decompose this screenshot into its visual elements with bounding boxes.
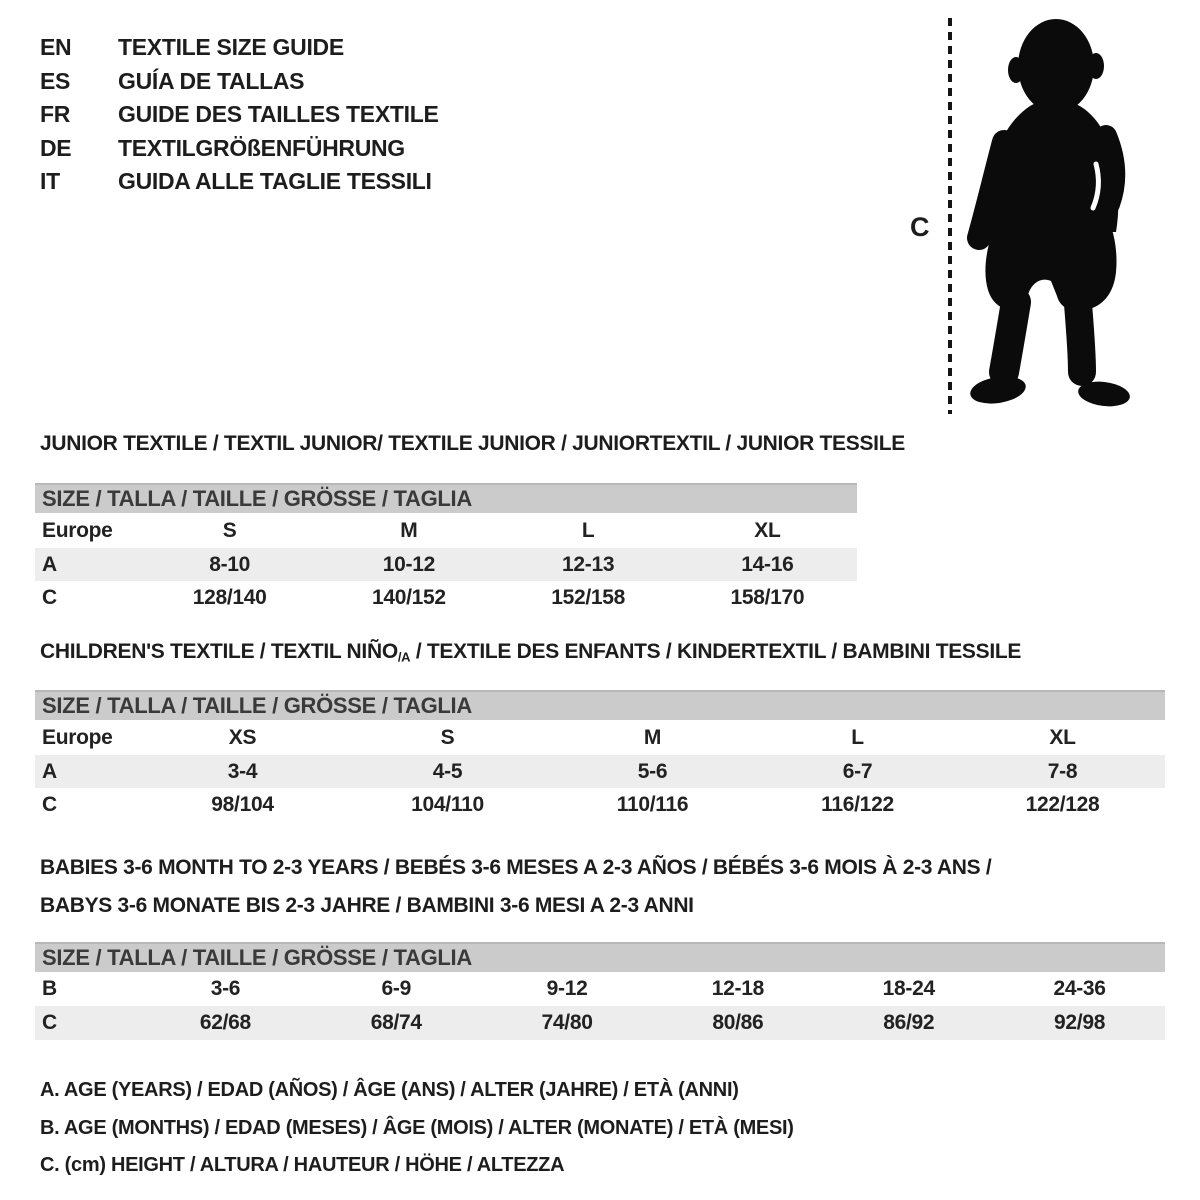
- language-code: DE: [40, 134, 72, 161]
- height-value: 110/116: [616, 792, 689, 816]
- size-header-label: SIZE / TALLA / TAILLE / GRÖSSE / TAGLIA: [42, 945, 472, 970]
- legend-line-b: B. AGE (MONTHS) / EDAD (MESES) / ÂGE (MOIS) / ALTER (MONATE) / ETÀ (MESI): [40, 1116, 794, 1139]
- children-size-table: [35, 690, 1165, 821]
- size-col-header: S: [440, 725, 455, 749]
- language-code: ES: [40, 67, 71, 94]
- height-value: 128/140: [192, 585, 267, 609]
- age-years-row: [35, 548, 857, 581]
- junior-section-heading: JUNIOR TEXTILE / TEXTIL JUNIOR/ TEXTILE JUNIOR / JUNIORTEXTIL / JUNIOR TESSILE: [40, 432, 905, 455]
- height-cm-row: [35, 788, 1165, 821]
- row-label: A: [42, 759, 57, 783]
- age-value: 12-13: [562, 552, 615, 576]
- size-col-header: L: [851, 725, 864, 749]
- height-value: 152/158: [551, 585, 626, 609]
- babies-section-heading: [40, 849, 991, 925]
- height-value: 104/110: [411, 792, 484, 816]
- row-label: A: [42, 552, 57, 576]
- children-heading-text: CHILDREN'S TEXTILE / TEXTIL NIÑO: [40, 640, 398, 663]
- size-col-header: M: [400, 518, 418, 542]
- children-section-heading: [40, 640, 1021, 665]
- age-value: 9-12: [546, 977, 588, 1000]
- size-col-header: XS: [228, 725, 257, 749]
- legend-line-c: C. (cm) HEIGHT / ALTURA / HAUTEUR / HÖHE / ALTEZZA: [40, 1154, 565, 1176]
- height-dashed-line: [948, 18, 952, 414]
- height-cm-row: [35, 581, 857, 614]
- language-title: TEXTILE SIZE GUIDE: [118, 34, 344, 60]
- height-measure-label: C: [910, 212, 930, 242]
- age-value: 5-6: [637, 759, 668, 783]
- age-years-row: [35, 755, 1165, 788]
- age-value: 6-7: [842, 759, 873, 783]
- language-code: EN: [40, 34, 72, 60]
- legend-line-a: A. AGE (YEARS) / EDAD (AÑOS) / ÂGE (ANS) / ALTER (JAHRE) / ETÀ (ANNI): [40, 1079, 739, 1101]
- height-value: 92/98: [1054, 1011, 1106, 1034]
- language-title-list: [40, 31, 439, 199]
- junior-size-table: [35, 483, 857, 614]
- age-months-row: [35, 972, 1165, 1006]
- height-value: 98/104: [211, 792, 274, 816]
- height-value: 158/170: [730, 585, 805, 609]
- language-row: [40, 31, 439, 65]
- height-value: 80/86: [712, 1011, 764, 1034]
- children-heading-subscript: /A: [397, 649, 411, 665]
- height-cm-row: [35, 1006, 1165, 1040]
- size-col-header: L: [581, 518, 595, 542]
- height-value: 122/128: [1025, 792, 1100, 816]
- size-header-bar: [35, 690, 1165, 720]
- height-value: 86/92: [883, 1011, 935, 1034]
- size-header-label: SIZE / TALLA / TAILLE / GRÖSSE / TAGLIA: [42, 693, 472, 718]
- children-heading-text: / TEXTILE DES ENFANTS / KINDERTEXTIL / BAMBINI TESSILE: [410, 640, 1022, 663]
- age-value: 14-16: [741, 552, 794, 576]
- height-value: 74/80: [541, 1011, 593, 1034]
- size-header-bar: [35, 942, 1165, 972]
- size-col-header: XL: [754, 518, 781, 542]
- age-value: 3-6: [210, 977, 241, 1000]
- row-label: C: [42, 585, 57, 609]
- language-title: TEXTILGRÖßENFÜHRUNG: [118, 134, 405, 161]
- language-title: GUÍA DE TALLAS: [118, 67, 305, 94]
- height-value: 140/152: [371, 585, 446, 609]
- language-title: GUIDE DES TAILLES TEXTILE: [118, 101, 439, 127]
- babies-heading-line1: BABIES 3-6 MONTH TO 2-3 YEARS / BEBÉS 3-6 MESES A 2-3 AÑOS / BÉBÉS 3-6 MOIS À 2-3 ANS /: [40, 856, 992, 879]
- language-row: [40, 98, 439, 132]
- height-value: 116/122: [821, 792, 894, 816]
- europe-size-row: [35, 513, 857, 548]
- language-row: [40, 132, 439, 166]
- row-label: C: [42, 792, 57, 816]
- language-row: [40, 165, 439, 199]
- language-code: IT: [40, 168, 60, 194]
- region-label: Europe: [42, 725, 113, 749]
- size-header-bar: [35, 483, 857, 513]
- size-header-label: SIZE / TALLA / TAILLE / GRÖSSE / TAGLIA: [42, 486, 472, 511]
- row-label: B: [42, 977, 57, 1000]
- height-value: 62/68: [199, 1011, 251, 1034]
- age-value: 18-24: [882, 977, 935, 1000]
- row-label: C: [42, 1011, 57, 1034]
- height-value: 68/74: [370, 1011, 422, 1034]
- region-label: Europe: [42, 518, 113, 542]
- measurement-legend: [40, 1072, 794, 1185]
- language-row: [40, 65, 439, 99]
- language-title: GUIDA ALLE TAGLIE TESSILI: [118, 168, 432, 194]
- age-value: 6-9: [381, 977, 411, 1000]
- language-code: FR: [40, 101, 71, 127]
- age-value: 10-12: [382, 552, 435, 576]
- age-value: 7-8: [1047, 759, 1078, 783]
- babies-size-table: [35, 942, 1165, 1040]
- babies-heading-line2: BABYS 3-6 MONATE BIS 2-3 JAHRE / BAMBINI 3-6 MESI A 2-3 ANNI: [40, 894, 694, 917]
- size-col-header: M: [643, 725, 662, 749]
- toddler-silhouette-icon: [966, 14, 1142, 420]
- europe-size-row: [35, 720, 1165, 755]
- age-value: 3-4: [227, 759, 258, 783]
- size-col-header: S: [222, 518, 237, 542]
- age-value: 8-10: [209, 552, 251, 576]
- age-value: 12-18: [711, 977, 765, 1000]
- size-col-header: XL: [1049, 725, 1076, 749]
- age-value: 24-36: [1053, 977, 1106, 1000]
- age-value: 4-5: [432, 759, 463, 783]
